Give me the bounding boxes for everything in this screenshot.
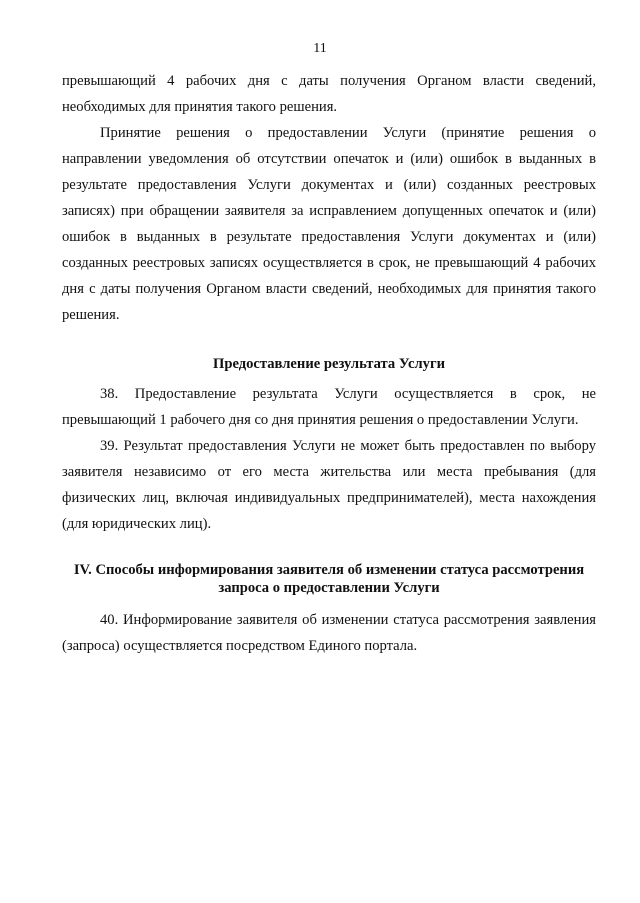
section-heading-iv-line2: запроса о предоставлении Услуги (218, 580, 440, 596)
section-heading-result: Предоставление результата Услуги (213, 356, 445, 372)
paragraph-39: 39. Результат предоставления Услуги не может быть предоставлен по выбору заявителя независимо от его места жительства или места пребывания (для физических лиц, включая индивидуальных предпринимателей), места нахождения (для юридических лиц). (62, 438, 596, 532)
paragraph-continuation: превышающий 4 рабочих дня с даты получения Органом власти сведений, необходимых для принятия такого решения. (62, 73, 596, 115)
spacer (62, 537, 596, 561)
spacer (62, 597, 596, 607)
paragraph-38: 38. Предоставление результата Услуги осуществляется в срок, не превышающий 1 рабочего дня со дня принятия решения о предоставлении Услуги. (62, 386, 596, 428)
page-content (62, 68, 596, 659)
section-heading-iv (62, 561, 596, 597)
section-heading-iv-line1: IV. Способы информирования заявителя об изменении статуса рассмотрения (73, 562, 585, 578)
spacer (62, 373, 596, 381)
paragraph-decision-timing: Принятие решения о предоставлении Услуги (принятие решения о направлении уведомления об отсутствии опечаток и (или) ошибок в выданных в результате предоставления Услуги документах и (или) созданных реестровых записях) при обращении заявителя за исправлением допущенных опечаток и (или) ошибок в выданных в результате предоставления Услуги документах и (или) созданных реестровых записях осуществляется в срок, не превышающий 4 рабочих дня с даты получения Органом власти сведений, необходимых для принятия такого решения. (62, 125, 596, 323)
spacer (62, 328, 596, 355)
paragraph-40: 40. Информирование заявителя об изменении статуса рассмотрения заявления (запроса) осуществляется посредством Единого портала. (62, 612, 596, 654)
page-number: 11 (313, 41, 327, 56)
